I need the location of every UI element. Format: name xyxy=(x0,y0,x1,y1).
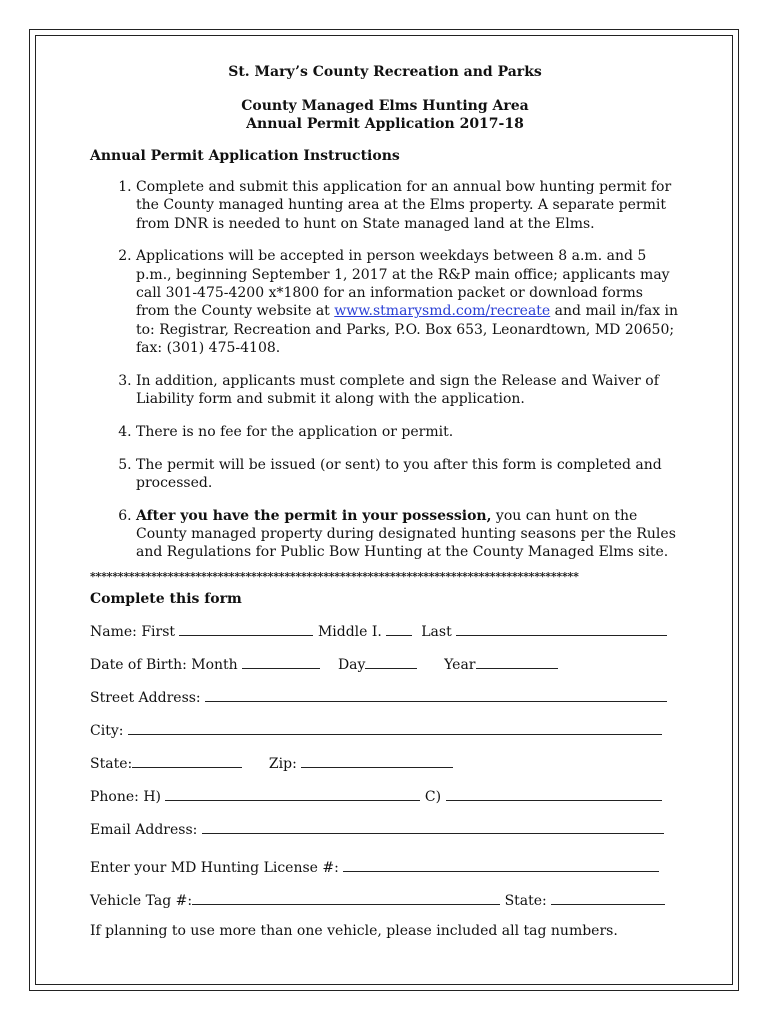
form-title-line1: County Managed Elms Hunting Area xyxy=(241,98,529,114)
vehicle-tag-field[interactable] xyxy=(192,890,500,905)
instruction-item-6-bold: After you have the permit in your possession, xyxy=(136,507,492,524)
vehicle-note: If planning to use more than one vehicle, please included all tag numbers. xyxy=(90,923,618,940)
email-field[interactable] xyxy=(202,819,664,834)
state-zip-row xyxy=(90,753,680,773)
street-field[interactable] xyxy=(205,687,667,702)
cell-phone-label: C) xyxy=(424,789,442,806)
county-website-link[interactable]: www.stmarysmd.com/recreate xyxy=(334,303,551,320)
state-label: State: xyxy=(90,756,133,773)
zip-field[interactable] xyxy=(301,753,453,768)
dob-year-field[interactable] xyxy=(476,654,558,669)
instruction-item-1: 1. Complete and submit this application for an annual bow hunting permit for the County managed hunting area at the Elms property. A separate permit from DNR is needed to hunt on State managed land at the Elms. xyxy=(136,178,680,233)
license-label: Enter your MD Hunting License #: xyxy=(90,860,339,877)
license-row xyxy=(90,857,680,877)
license-field[interactable] xyxy=(343,857,659,872)
first-name-field[interactable] xyxy=(179,621,313,636)
section-divider: **************************************************************************************** xyxy=(90,570,579,584)
email-row xyxy=(90,819,680,839)
last-name-field[interactable] xyxy=(456,621,667,636)
street-label: Street Address: xyxy=(90,690,201,707)
form-title-block xyxy=(90,97,680,133)
instructions-list xyxy=(90,178,680,562)
city-row xyxy=(90,720,680,740)
home-phone-field[interactable] xyxy=(165,786,420,801)
email-label: Email Address: xyxy=(90,822,198,839)
city-label: City: xyxy=(90,723,124,740)
vehicle-row xyxy=(90,890,680,910)
instruction-item-2-text-a: Applications will be accepted in person weekdays between 8 a.m. and 5 p.m., beginning September 1, 2017 at the R&P main office; applicants may call 301-475-4200 x*1800 for an information packet or download forms from the County website at xyxy=(136,248,670,320)
dob-day-label: Day xyxy=(337,657,366,674)
state-field[interactable] xyxy=(132,753,242,768)
dob-row xyxy=(90,654,680,674)
instruction-item-3: 3. In addition, applicants must complete and sign the Release and Waiver of Liability form and submit it along with the application. xyxy=(136,372,680,409)
instruction-item-6-text: you can hunt on the County managed property during designated hunting seasons per the Rules and Regulations for Public Bow Hunting at the County Managed Elms site. xyxy=(136,507,676,561)
cell-phone-field[interactable] xyxy=(446,786,662,801)
instructions-heading: Annual Permit Application Instructions xyxy=(90,148,400,164)
dob-month-label: Date of Birth: Month xyxy=(90,657,238,674)
phone-row xyxy=(90,786,680,806)
name-row xyxy=(90,621,680,641)
vehicle-state-label: State: xyxy=(504,893,547,910)
instruction-item-2 xyxy=(136,247,680,357)
instruction-item-6 xyxy=(136,507,680,562)
home-phone-label: Phone: H) xyxy=(90,789,162,806)
street-row xyxy=(90,687,680,707)
middle-initial-label: Middle I. xyxy=(317,624,382,641)
dob-year-label: Year xyxy=(444,657,476,674)
instruction-item-2-text-b: and mail in/fax in to: Registrar, Recreation and Parks, P.O. Box 653, Leonardtown, MD 20650; fax: (301) 475-4108. xyxy=(136,303,679,356)
form-title-line2: Annual Permit Application 2017-18 xyxy=(246,116,524,132)
vehicle-state-field[interactable] xyxy=(551,890,665,905)
form-heading: Complete this form xyxy=(90,591,242,608)
first-name-label: Name: First xyxy=(90,624,176,641)
last-name-label: Last xyxy=(421,624,452,641)
vehicle-tag-label: Vehicle Tag #: xyxy=(90,893,193,910)
city-field[interactable] xyxy=(128,720,662,735)
dob-day-field[interactable] xyxy=(365,654,417,669)
middle-initial-field[interactable] xyxy=(386,621,412,636)
form-document xyxy=(90,63,680,940)
instruction-item-4: 4. There is no fee for the application or permit. xyxy=(136,423,680,441)
instruction-item-5: 5. The permit will be issued (or sent) to you after this form is completed and processed. xyxy=(136,456,680,493)
dob-month-field[interactable] xyxy=(242,654,320,669)
zip-label: Zip: xyxy=(268,756,297,773)
org-title: St. Mary’s County Recreation and Parks xyxy=(228,64,542,80)
